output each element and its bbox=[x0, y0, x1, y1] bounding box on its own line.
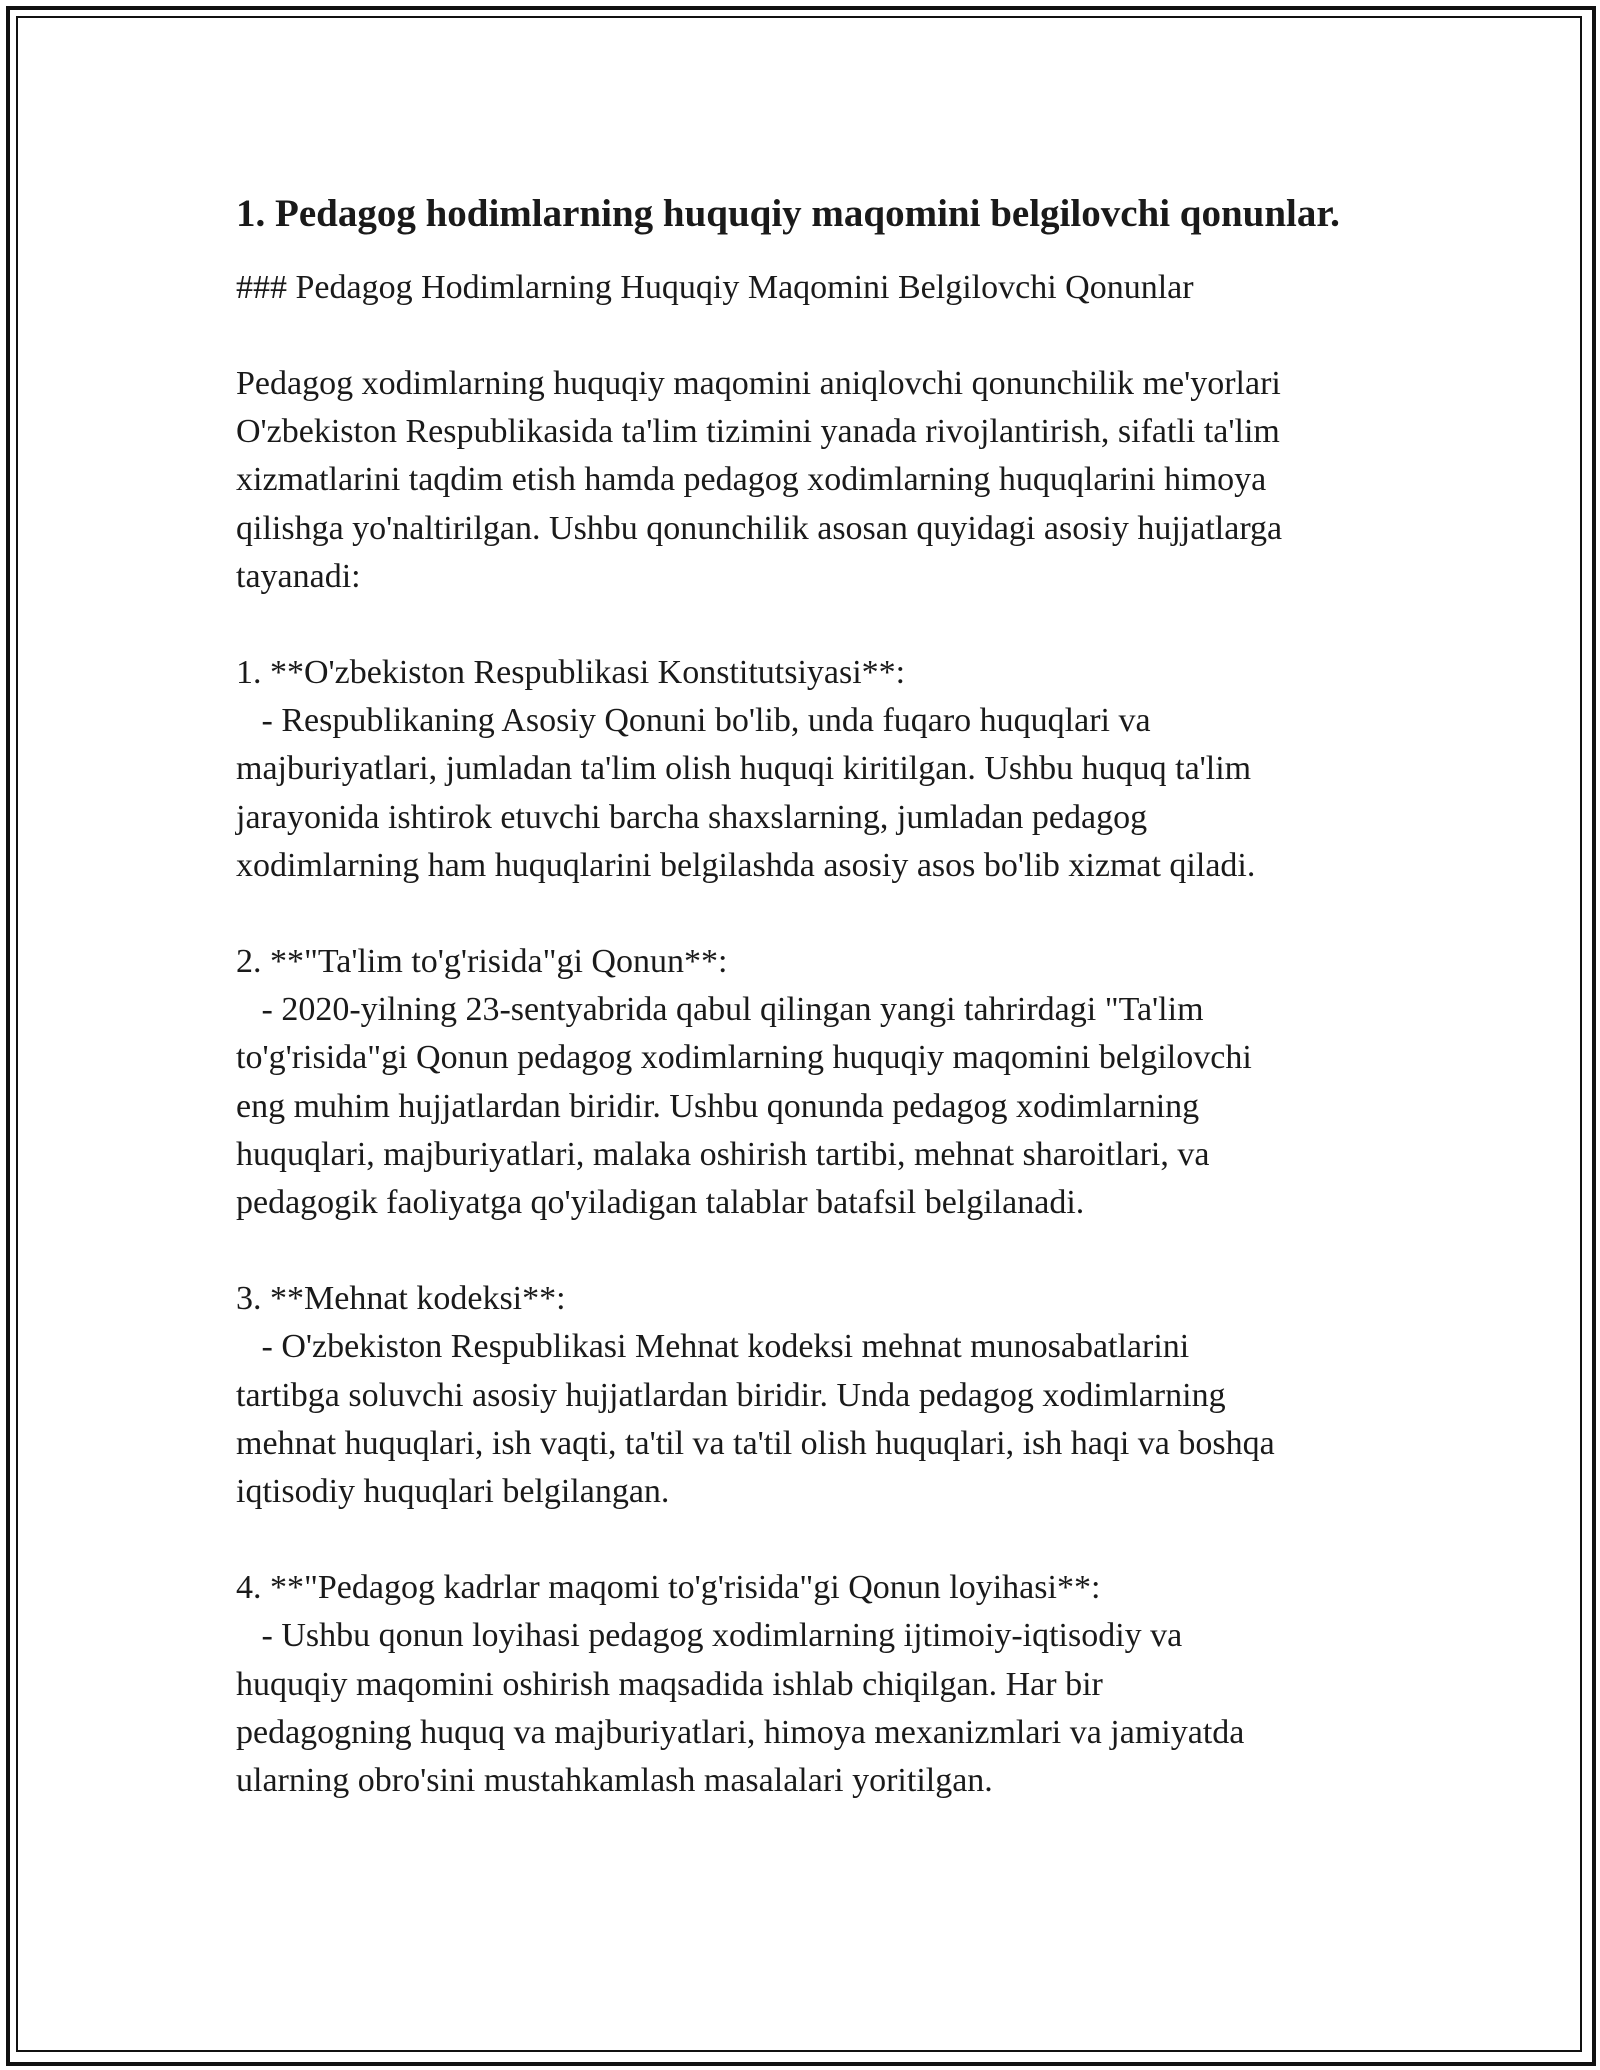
section-title: 4. **"Pedagog kadrlar maqomi to'g'risida"gi Qonun loyihasi**: bbox=[236, 1569, 1101, 1607]
document-subheading: ### Pedagog Hodimlarning Huquqiy Maqomini Belgilovchi Qonunlar bbox=[236, 269, 1194, 306]
document-body bbox=[236, 186, 1386, 1805]
section-body: - Respublikaning Asosiy Qonuni bo'lib, unda fuqaro huquqlari va majburiyatlari, jumladan ta'lim olish huquqi kiritilgan. Ushbu huquq ta'lim jarayonida ishtirok etuvchi barcha shaxslarning, jumladan pedagog xodimlarning ham huquqlarini belgilashda asosiy asos bo'lib xizmat qiladi. bbox=[236, 702, 1256, 884]
section-education-law bbox=[236, 938, 1386, 1227]
section-constitution bbox=[236, 649, 1386, 890]
section-labor-code bbox=[236, 1275, 1386, 1516]
section-draft-law bbox=[236, 1564, 1386, 1805]
section-title: 2. **"Ta'lim to'g'risida"gi Qonun**: bbox=[236, 943, 728, 981]
section-body: - 2020-yilning 23-sentyabrida qabul qilingan yangi tahrirdagi "Ta'lim to'g'risida"gi Qonun pedagog xodimlarning huquqiy maqomini belgilovchi eng muhim hujjatlardan biridir. Ushbu qonunda pedagog xodimlarning huquqlari, majburiyatlari, malaka oshirish tartibi, mehnat sharoitlari, va pedagogik faoliyatga qo'yiladigan talablar batafsil belgilanadi. bbox=[236, 991, 1252, 1222]
section-title: 3. **Mehnat kodeksi**: bbox=[236, 1280, 566, 1318]
intro-paragraph: Pedagog xodimlarning huquqiy maqomini aniqlovchi qonunchilik me'yorlari O'zbekiston Respublikasida ta'lim tizimini yanada rivojlantirish, sifatli ta'lim xizmatlarini taqdim etish hamda pedagog xodimlarning huquqlarini himoya qilishga yo'naltirilgan. Ushbu qonunchilik asosan quyidagi asosiy hujjatlarga tayanadi: bbox=[236, 365, 1283, 595]
document-heading: 1. Pedagog hodimlarning huquqiy maqomini belgilovchi qonunlar. bbox=[236, 192, 1340, 235]
section-title: 1. **O'zbekiston Respublikasi Konstitutsiyasi**: bbox=[236, 654, 906, 692]
section-body: - O'zbekiston Respublikasi Mehnat kodeksi mehnat munosabatlarini tartibga soluvchi asosiy hujjatlardan biridir. Unda pedagog xodimlarning mehnat huquqlari, ish vaqti, ta'til va ta'til olish huquqlari, ish haqi va boshqa iqtisodiy huquqlari belgilangan. bbox=[236, 1328, 1275, 1511]
section-body: - Ushbu qonun loyihasi pedagog xodimlarning ijtimoiy-iqtisodiy va huquqiy maqomini oshirish maqsadida ishlab chiqilgan. Har bir pedagogning huquq va majburiyatlari, himoya mexanizmlari va jamiyatda ularning obro'sini mustahkamlash masalalari yoritilgan. bbox=[236, 1617, 1245, 1800]
